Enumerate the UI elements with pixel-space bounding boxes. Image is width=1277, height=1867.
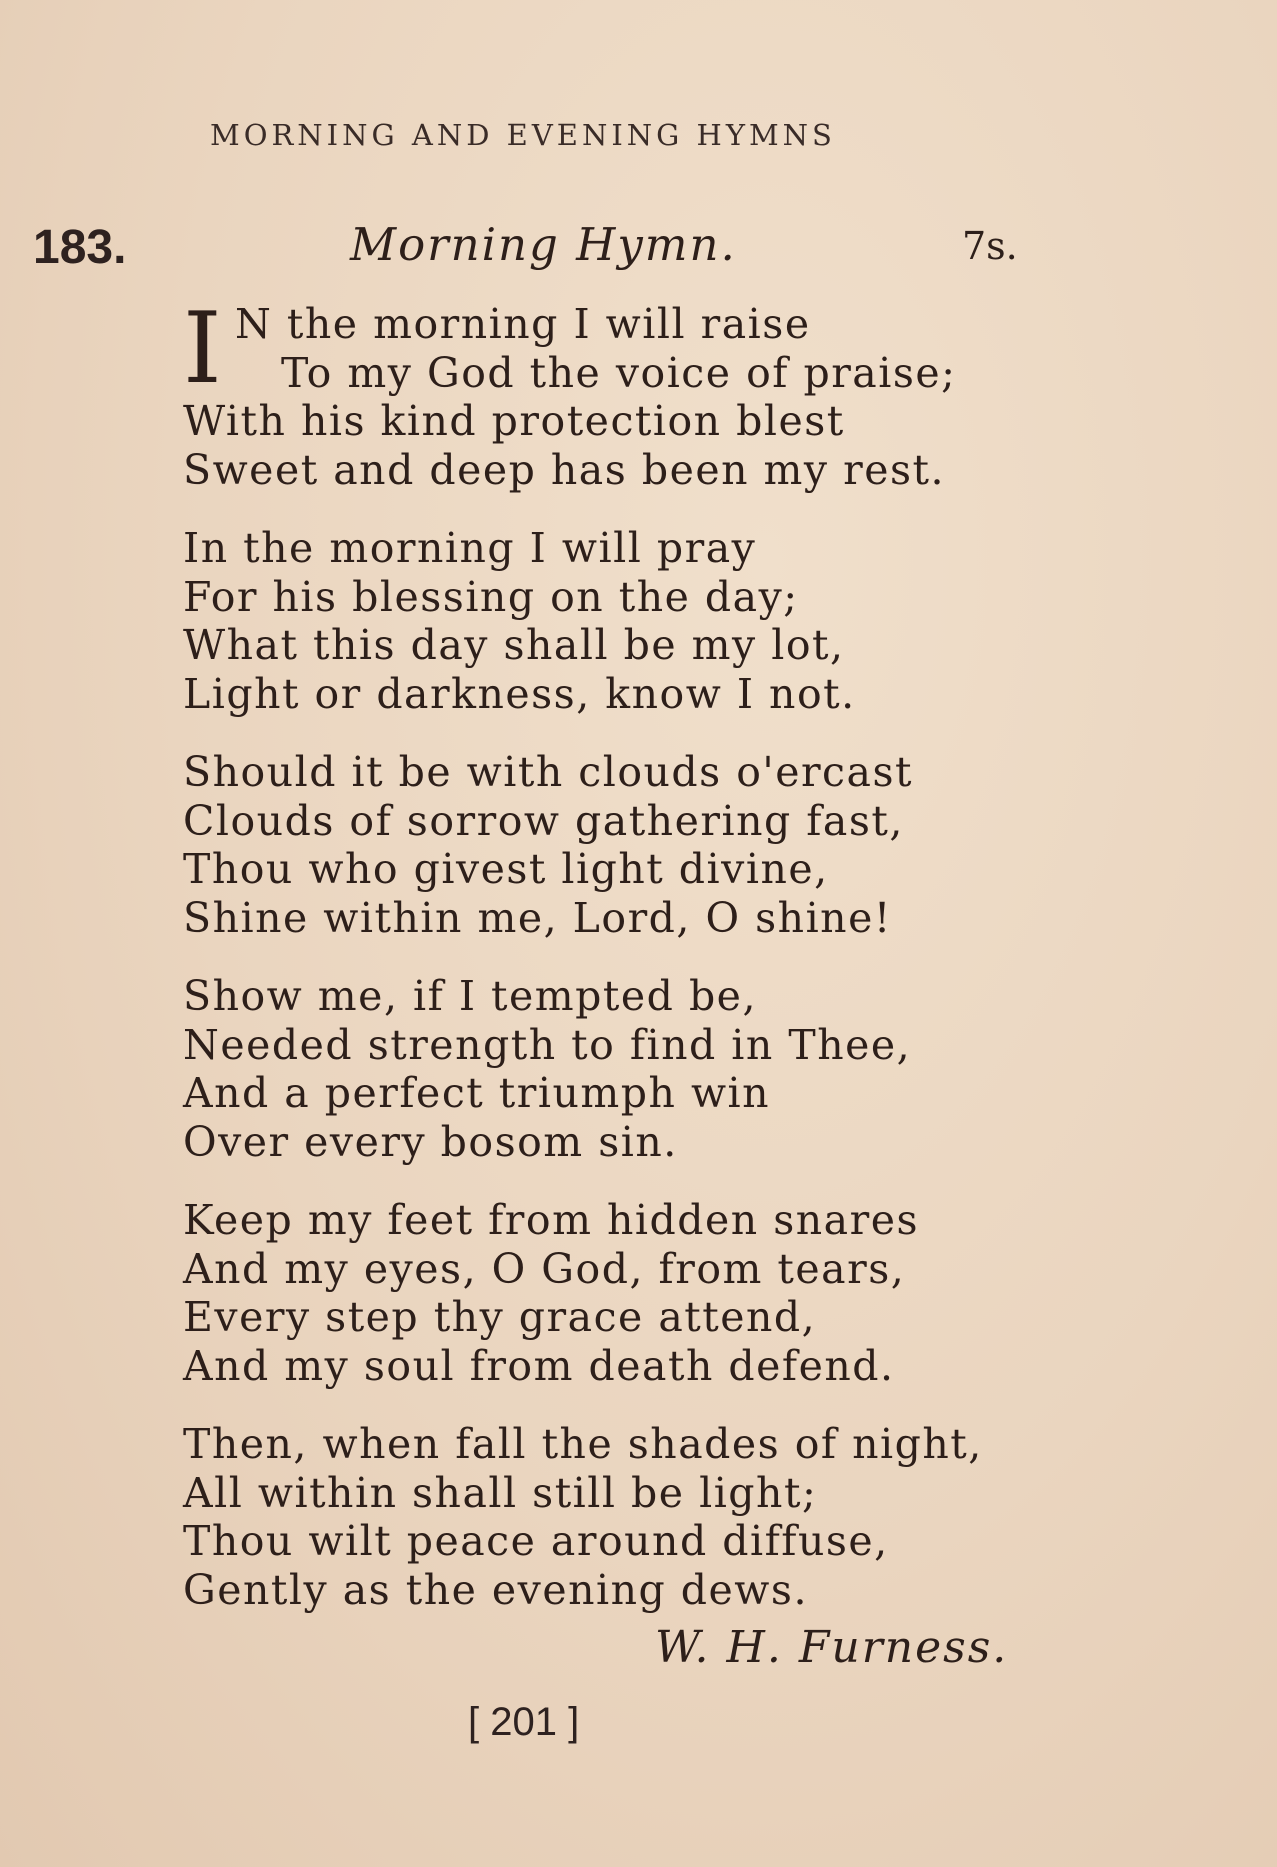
stanza-5 bbox=[183, 1196, 1183, 1390]
verse-line: Every step thy grace attend, bbox=[183, 1293, 817, 1341]
verse-line: Needed strength to find in Thee, bbox=[183, 1020, 912, 1069]
verse-line: Thou wilt peace around diffuse, bbox=[183, 1517, 889, 1565]
verse-line: Light or darkness, know I not. bbox=[183, 669, 856, 718]
verse-line: And my soul from death defend. bbox=[183, 1341, 895, 1390]
verse-line: Should it be with clouds o'ercast bbox=[183, 748, 913, 796]
verse-line: N the morning I will raise bbox=[235, 300, 811, 348]
verse-line: Clouds of sorrow gathering fast, bbox=[183, 796, 904, 845]
verse-line: Thou who givest light divine, bbox=[183, 845, 829, 893]
verse-line: And a perfect triumph win bbox=[183, 1069, 771, 1117]
stanza-6 bbox=[183, 1420, 1183, 1614]
verse-line: Show me, if I tempted be, bbox=[183, 972, 757, 1020]
verse-line: Keep my feet from hidden snares bbox=[183, 1196, 919, 1244]
page-number: [ 201 ] bbox=[468, 1700, 580, 1744]
hymn-verses bbox=[183, 292, 1183, 1644]
verse-line: Over every bosom sin. bbox=[183, 1117, 678, 1166]
verse-line: All within shall still be light; bbox=[183, 1468, 818, 1517]
verse-line: Gently as the evening dews. bbox=[183, 1565, 808, 1614]
hymn-title: Morning Hymn. bbox=[350, 218, 737, 271]
verse-line: With his kind protection blest bbox=[183, 397, 845, 445]
verse-line: And my eyes, O God, from tears, bbox=[183, 1244, 906, 1293]
running-head: MORNING AND EVENING HYMNS bbox=[210, 118, 836, 152]
stanza-1 bbox=[183, 292, 1183, 494]
verse-line: Then, when fall the shades of night, bbox=[183, 1420, 983, 1468]
stanza-4 bbox=[183, 972, 1183, 1166]
hymn-number: 183. bbox=[33, 221, 127, 274]
hymn-meter: 7s. bbox=[962, 224, 1018, 268]
drop-cap: I bbox=[183, 292, 222, 406]
verse-line: What this day shall be my lot, bbox=[183, 621, 845, 669]
verse-line: To my God the voice of praise; bbox=[281, 348, 957, 397]
verse-line: For his blessing on the day; bbox=[183, 572, 799, 621]
verse-line: Sweet and deep has been my rest. bbox=[183, 445, 946, 494]
hymn-author: W. H. Furness. bbox=[655, 1622, 1009, 1673]
stanza-3 bbox=[183, 748, 1183, 942]
verse-line: Shine within me, Lord, O shine! bbox=[183, 893, 892, 942]
stanza-2 bbox=[183, 524, 1183, 718]
verse-line: In the morning I will pray bbox=[183, 524, 757, 572]
